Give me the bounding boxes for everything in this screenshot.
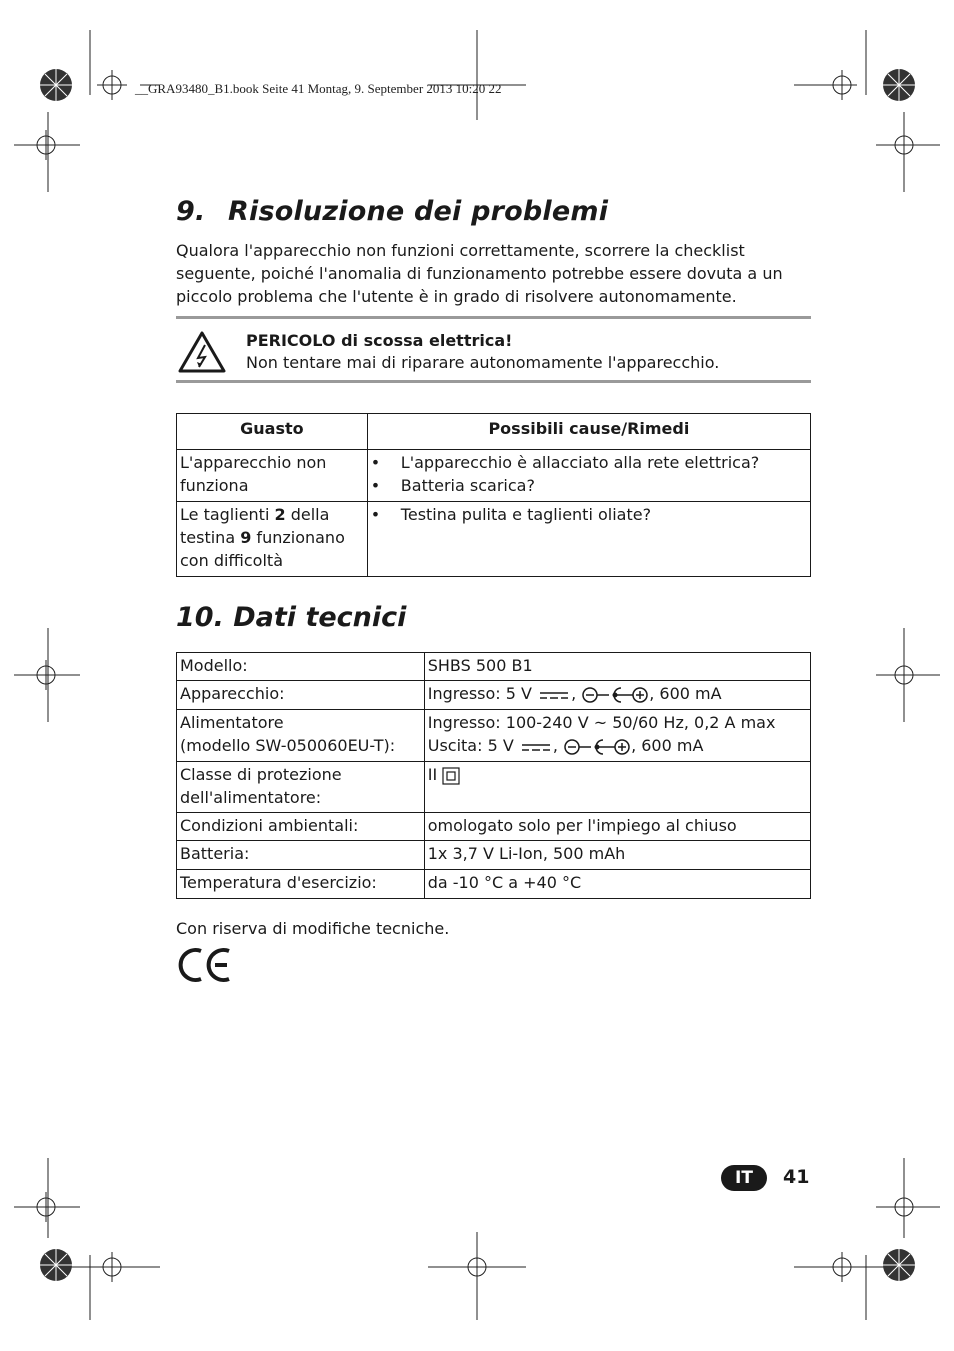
section-9-title: Risoluzione dei problemi [228,196,609,227]
warning-text: Non tentare mai di riparare autonomamente l'apparecchio. [246,353,720,372]
spec-label: Condizioni ambientali: [177,813,425,841]
fault-text: Le taglienti [180,505,275,524]
remedy-text: L'apparecchio è allacciato alla rete elettrica? [400,453,760,472]
remedy-text: Batteria scarica? [400,476,535,495]
spec-value-line: Uscita: 5 V , , 600 mA [427,736,704,755]
fault-cell [177,450,368,502]
polarity-icon [581,685,649,705]
specs-table [176,652,811,899]
part-number: 9 [240,528,252,547]
spec-value: SHBS 500 B1 [424,653,810,681]
double-insulation-icon [442,767,460,785]
section-10-title: Dati tecnici [233,602,407,633]
table-row [177,653,811,681]
spec-value: Ingresso: 5 V , , 600 mA [424,681,810,710]
dc-current-icon [519,741,553,753]
fault-cell [177,502,368,577]
spec-value [424,762,810,813]
spec-value-text: Ingresso: 5 V [427,684,532,703]
spec-value: omologato solo per l'impiego al chiuso [424,813,810,841]
table-row [177,813,811,841]
header-fault: Guasto [177,414,368,450]
table-row [177,450,811,502]
fault-text: L'apparecchio non funziona [180,453,327,495]
list-item [368,451,807,474]
technical-changes-note: Con riserva di modifiche tecniche. [176,919,450,938]
list-item [368,503,807,526]
spec-label: Apparecchio: [177,681,425,710]
spec-value [424,710,810,762]
dc-current-icon [537,689,571,701]
fault-text: funzionano con difficoltà [180,528,345,570]
spec-label: Classe di protezione dell'alimentatore: [177,762,425,813]
bullet-icon: • [370,476,381,495]
section-10-number: 10. [176,602,224,633]
electric-hazard-icon [178,330,226,374]
fault-text: della testina [180,505,330,547]
spec-label-text: (modello SW-050060EU-T): [180,736,396,755]
table-row [177,762,811,813]
table-row [177,710,811,762]
spec-value: da -10 °C a +40 °C [424,870,810,899]
bullet-icon: • [370,453,381,472]
section-10-heading [176,602,406,633]
table-row [177,681,811,710]
page-number: 41 [783,1166,810,1188]
remedies-cell [367,450,810,502]
language-badge: IT [721,1165,767,1191]
spec-value-text: II [427,765,438,784]
spec-value: 1x 3,7 V Li-Ion, 500 mAh [424,841,810,870]
spec-label [177,710,425,762]
remedies-cell [367,502,810,577]
remedy-text: Testina pulita e taglienti oliate? [400,505,652,524]
spec-label: Modello: [177,653,425,681]
spec-value-text: Uscita: 5 V [427,736,514,755]
section-9-intro: Qualora l'apparecchio non funzioni correttamente, scorrere la checklist seguente, poiché l'anomalia di funzionamento potrebbe essere dovuta a un piccolo problema che l'utente è in grado di risolvere autonomamente. [176,241,783,306]
spec-value-text: , 600 mA [631,736,704,755]
part-number: 2 [274,505,286,524]
bullet-icon: • [370,505,381,524]
table-header-row [177,414,811,450]
list-item [368,474,807,497]
table-row [177,502,811,577]
spec-value-text: Ingresso: 100-240 V ~ 50/60 Hz, 0,2 A max [427,713,776,732]
spec-value-text: , 600 mA [649,684,722,703]
spec-label-text: Alimentatore [180,713,284,732]
table-row [177,870,811,899]
spec-label: Temperatura d'esercizio: [177,870,425,899]
section-9-number: 9. [176,196,206,227]
troubleshooting-table [176,413,811,577]
table-row [177,841,811,870]
ce-mark-icon [177,945,233,985]
print-header: __GRA93480_B1.book Seite 41 Montag, 9. September 2013 10:20 22 [135,81,502,96]
spec-label: Batteria: [177,841,425,870]
section-9-heading [176,196,608,227]
warning-title: PERICOLO di scossa elettrica! [246,331,513,350]
polarity-icon [563,737,631,757]
header-remedies: Possibili cause/Rimedi [367,414,810,450]
